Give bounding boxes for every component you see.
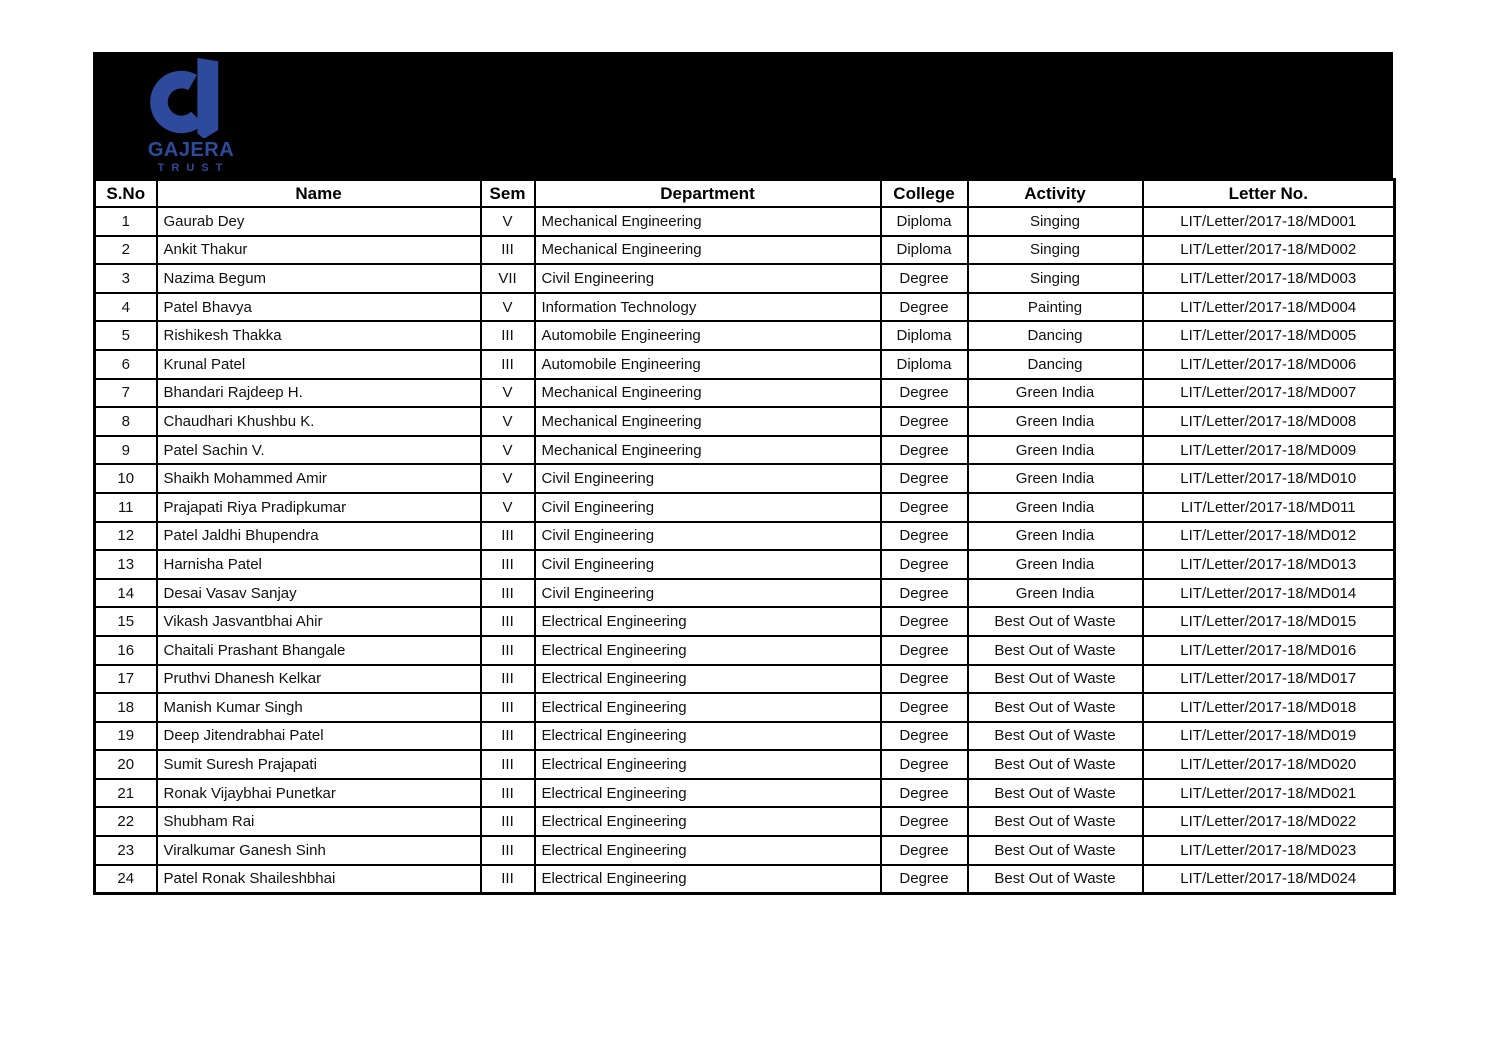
- cell-sno: 24: [95, 865, 157, 894]
- column-header-name: Name: [157, 180, 481, 208]
- cell-sno: 15: [95, 607, 157, 636]
- cell-college: Diploma: [881, 236, 968, 265]
- cell-activity: Best Out of Waste: [968, 636, 1143, 665]
- cell-sno: 20: [95, 750, 157, 779]
- cell-activity: Best Out of Waste: [968, 779, 1143, 808]
- cell-activity: Best Out of Waste: [968, 836, 1143, 865]
- cell-name: Rishikesh Thakka: [157, 321, 481, 350]
- cell-name: Prajapati Riya Pradipkumar: [157, 493, 481, 522]
- cell-letter_no: LIT/Letter/2017-18/MD022: [1143, 807, 1395, 836]
- cell-sno: 4: [95, 293, 157, 322]
- cell-name: Harnisha Patel: [157, 550, 481, 579]
- cell-department: Civil Engineering: [535, 264, 881, 293]
- cell-name: Patel Ronak Shaileshbhai: [157, 865, 481, 894]
- cell-college: Degree: [881, 579, 968, 608]
- cell-college: Degree: [881, 493, 968, 522]
- table-row: [95, 522, 1395, 551]
- table-row: [95, 264, 1395, 293]
- cell-letter_no: LIT/Letter/2017-18/MD021: [1143, 779, 1395, 808]
- table-row: [95, 807, 1395, 836]
- cell-letter_no: LIT/Letter/2017-18/MD003: [1143, 264, 1395, 293]
- column-header-department: Department: [535, 180, 881, 208]
- cell-activity: Green India: [968, 493, 1143, 522]
- cell-name: Gaurab Dey: [157, 207, 481, 236]
- table-row: [95, 493, 1395, 522]
- cell-letter_no: LIT/Letter/2017-18/MD007: [1143, 379, 1395, 408]
- cell-name: Krunal Patel: [157, 350, 481, 379]
- cell-department: Civil Engineering: [535, 579, 881, 608]
- cell-department: Automobile Engineering: [535, 350, 881, 379]
- cell-department: Mechanical Engineering: [535, 436, 881, 465]
- cell-college: Diploma: [881, 207, 968, 236]
- cell-department: Civil Engineering: [535, 464, 881, 493]
- cell-activity: Green India: [968, 436, 1143, 465]
- cell-activity: Painting: [968, 293, 1143, 322]
- cell-college: Degree: [881, 379, 968, 408]
- cell-sem: III: [481, 236, 535, 265]
- cell-college: Degree: [881, 293, 968, 322]
- table-row: [95, 750, 1395, 779]
- cell-sem: V: [481, 379, 535, 408]
- cell-sem: III: [481, 321, 535, 350]
- cell-department: Electrical Engineering: [535, 807, 881, 836]
- table-header-row: [95, 180, 1395, 208]
- cell-sem: V: [481, 464, 535, 493]
- cell-department: Mechanical Engineering: [535, 236, 881, 265]
- cell-name: Patel Sachin V.: [157, 436, 481, 465]
- table-row: [95, 579, 1395, 608]
- table-row: [95, 321, 1395, 350]
- cell-letter_no: LIT/Letter/2017-18/MD006: [1143, 350, 1395, 379]
- table-row: [95, 436, 1395, 465]
- column-header-letter_no: Letter No.: [1143, 180, 1395, 208]
- cell-sno: 22: [95, 807, 157, 836]
- cell-sno: 1: [95, 207, 157, 236]
- cell-name: Shubham Rai: [157, 807, 481, 836]
- cell-college: Degree: [881, 750, 968, 779]
- cell-activity: Best Out of Waste: [968, 607, 1143, 636]
- cell-activity: Dancing: [968, 350, 1143, 379]
- cell-sem: V: [481, 207, 535, 236]
- cell-sno: 10: [95, 464, 157, 493]
- cell-letter_no: LIT/Letter/2017-18/MD012: [1143, 522, 1395, 551]
- cell-college: Degree: [881, 550, 968, 579]
- cell-sno: 12: [95, 522, 157, 551]
- cell-sem: III: [481, 722, 535, 751]
- cell-activity: Green India: [968, 579, 1143, 608]
- cell-sno: 23: [95, 836, 157, 865]
- cell-sem: V: [481, 436, 535, 465]
- cell-sno: 2: [95, 236, 157, 265]
- cell-sno: 3: [95, 264, 157, 293]
- column-header-sno: S.No: [95, 180, 157, 208]
- cell-college: Degree: [881, 522, 968, 551]
- cell-department: Automobile Engineering: [535, 321, 881, 350]
- cell-sno: 11: [95, 493, 157, 522]
- cell-name: Manish Kumar Singh: [157, 693, 481, 722]
- cell-sno: 5: [95, 321, 157, 350]
- cell-name: Chaudhari Khushbu K.: [157, 407, 481, 436]
- logo-subtitle: TRUST: [157, 162, 230, 174]
- cell-letter_no: LIT/Letter/2017-18/MD015: [1143, 607, 1395, 636]
- table-row: [95, 379, 1395, 408]
- cell-college: Degree: [881, 407, 968, 436]
- cell-college: Degree: [881, 264, 968, 293]
- cell-name: Chaitali Prashant Bhangale: [157, 636, 481, 665]
- cell-name: Patel Jaldhi Bhupendra: [157, 522, 481, 551]
- cell-college: Degree: [881, 865, 968, 894]
- cell-sno: 8: [95, 407, 157, 436]
- cell-name: Patel Bhavya: [157, 293, 481, 322]
- cell-department: Civil Engineering: [535, 550, 881, 579]
- cell-college: Degree: [881, 436, 968, 465]
- cell-sno: 13: [95, 550, 157, 579]
- cell-sem: V: [481, 493, 535, 522]
- table-row: [95, 836, 1395, 865]
- cell-sno: 19: [95, 722, 157, 751]
- cell-activity: Green India: [968, 464, 1143, 493]
- column-header-college: College: [881, 180, 968, 208]
- cell-activity: Singing: [968, 207, 1143, 236]
- cell-letter_no: LIT/Letter/2017-18/MD018: [1143, 693, 1395, 722]
- table-row: [95, 236, 1395, 265]
- cell-department: Electrical Engineering: [535, 722, 881, 751]
- cell-letter_no: LIT/Letter/2017-18/MD008: [1143, 407, 1395, 436]
- cell-sem: III: [481, 836, 535, 865]
- cell-sem: III: [481, 665, 535, 694]
- cell-college: Degree: [881, 607, 968, 636]
- cell-name: Desai Vasav Sanjay: [157, 579, 481, 608]
- cell-letter_no: LIT/Letter/2017-18/MD005: [1143, 321, 1395, 350]
- cell-department: Mechanical Engineering: [535, 207, 881, 236]
- cell-sem: III: [481, 693, 535, 722]
- cell-sem: III: [481, 522, 535, 551]
- cell-sem: V: [481, 293, 535, 322]
- cell-letter_no: LIT/Letter/2017-18/MD013: [1143, 550, 1395, 579]
- cell-department: Electrical Engineering: [535, 693, 881, 722]
- header-banner: [93, 52, 1393, 178]
- cell-letter_no: LIT/Letter/2017-18/MD011: [1143, 493, 1395, 522]
- gajera-trust-logo: [141, 58, 241, 174]
- table-row: [95, 407, 1395, 436]
- cell-department: Electrical Engineering: [535, 665, 881, 694]
- cell-sem: III: [481, 865, 535, 894]
- cell-college: Degree: [881, 807, 968, 836]
- cell-letter_no: LIT/Letter/2017-18/MD010: [1143, 464, 1395, 493]
- cell-name: Ronak Vijaybhai Punetkar: [157, 779, 481, 808]
- logo-title: GAJERA: [147, 139, 235, 161]
- cell-department: Mechanical Engineering: [535, 379, 881, 408]
- cell-department: Electrical Engineering: [535, 750, 881, 779]
- cell-department: Mechanical Engineering: [535, 407, 881, 436]
- cell-activity: Best Out of Waste: [968, 722, 1143, 751]
- cell-activity: Dancing: [968, 321, 1143, 350]
- cell-department: Electrical Engineering: [535, 865, 881, 894]
- gajera-logo-a-icon: [149, 58, 233, 138]
- cell-sno: 7: [95, 379, 157, 408]
- cell-letter_no: LIT/Letter/2017-18/MD004: [1143, 293, 1395, 322]
- cell-name: Pruthvi Dhanesh Kelkar: [157, 665, 481, 694]
- table-row: [95, 693, 1395, 722]
- cell-department: Electrical Engineering: [535, 779, 881, 808]
- cell-name: Shaikh Mohammed Amir: [157, 464, 481, 493]
- cell-sno: 9: [95, 436, 157, 465]
- cell-college: Degree: [881, 836, 968, 865]
- cell-activity: Singing: [968, 236, 1143, 265]
- cell-sno: 14: [95, 579, 157, 608]
- cell-activity: Green India: [968, 379, 1143, 408]
- cell-sno: 17: [95, 665, 157, 694]
- cell-college: Degree: [881, 464, 968, 493]
- cell-activity: Best Out of Waste: [968, 665, 1143, 694]
- cell-college: Diploma: [881, 350, 968, 379]
- cell-activity: Best Out of Waste: [968, 693, 1143, 722]
- table-row: [95, 865, 1395, 894]
- cell-sem: III: [481, 807, 535, 836]
- column-header-sem: Sem: [481, 180, 535, 208]
- table-row: [95, 207, 1395, 236]
- table-row: [95, 607, 1395, 636]
- table-row: [95, 293, 1395, 322]
- cell-letter_no: LIT/Letter/2017-18/MD014: [1143, 579, 1395, 608]
- table-row: [95, 779, 1395, 808]
- cell-department: Information Technology: [535, 293, 881, 322]
- cell-activity: Best Out of Waste: [968, 750, 1143, 779]
- cell-department: Electrical Engineering: [535, 636, 881, 665]
- cell-letter_no: LIT/Letter/2017-18/MD020: [1143, 750, 1395, 779]
- table-row: [95, 350, 1395, 379]
- cell-department: Civil Engineering: [535, 493, 881, 522]
- cell-department: Civil Engineering: [535, 522, 881, 551]
- cell-activity: Best Out of Waste: [968, 865, 1143, 894]
- cell-college: Diploma: [881, 321, 968, 350]
- cell-sem: III: [481, 607, 535, 636]
- cell-letter_no: LIT/Letter/2017-18/MD019: [1143, 722, 1395, 751]
- cell-sno: 21: [95, 779, 157, 808]
- cell-sem: III: [481, 350, 535, 379]
- column-header-activity: Activity: [968, 180, 1143, 208]
- cell-activity: Singing: [968, 264, 1143, 293]
- cell-college: Degree: [881, 693, 968, 722]
- cell-letter_no: LIT/Letter/2017-18/MD024: [1143, 865, 1395, 894]
- cell-college: Degree: [881, 779, 968, 808]
- cell-sno: 18: [95, 693, 157, 722]
- cell-sno: 6: [95, 350, 157, 379]
- cell-letter_no: LIT/Letter/2017-18/MD001: [1143, 207, 1395, 236]
- cell-name: Vikash Jasvantbhai Ahir: [157, 607, 481, 636]
- cell-letter_no: LIT/Letter/2017-18/MD002: [1143, 236, 1395, 265]
- cell-name: Nazima Begum: [157, 264, 481, 293]
- cell-name: Bhandari Rajdeep H.: [157, 379, 481, 408]
- cell-department: Electrical Engineering: [535, 607, 881, 636]
- cell-sem: III: [481, 550, 535, 579]
- cell-sno: 16: [95, 636, 157, 665]
- cell-letter_no: LIT/Letter/2017-18/MD023: [1143, 836, 1395, 865]
- cell-activity: Green India: [968, 550, 1143, 579]
- cell-activity: Best Out of Waste: [968, 807, 1143, 836]
- cell-sem: III: [481, 579, 535, 608]
- table-row: [95, 464, 1395, 493]
- cell-college: Degree: [881, 636, 968, 665]
- cell-name: Ankit Thakur: [157, 236, 481, 265]
- cell-activity: Green India: [968, 407, 1143, 436]
- cell-sem: VII: [481, 264, 535, 293]
- table-row: [95, 722, 1395, 751]
- cell-sem: V: [481, 407, 535, 436]
- cell-letter_no: LIT/Letter/2017-18/MD009: [1143, 436, 1395, 465]
- table-row: [95, 636, 1395, 665]
- table-row: [95, 665, 1395, 694]
- cell-letter_no: LIT/Letter/2017-18/MD016: [1143, 636, 1395, 665]
- cell-sem: III: [481, 636, 535, 665]
- cell-name: Viralkumar Ganesh Sinh: [157, 836, 481, 865]
- cell-name: Sumit Suresh Prajapati: [157, 750, 481, 779]
- cell-college: Degree: [881, 722, 968, 751]
- cell-activity: Green India: [968, 522, 1143, 551]
- cell-letter_no: LIT/Letter/2017-18/MD017: [1143, 665, 1395, 694]
- cell-sem: III: [481, 779, 535, 808]
- cell-college: Degree: [881, 665, 968, 694]
- table-row: [95, 550, 1395, 579]
- cell-department: Electrical Engineering: [535, 836, 881, 865]
- students-table: [93, 178, 1396, 895]
- cell-sem: III: [481, 750, 535, 779]
- cell-name: Deep Jitendrabhai Patel: [157, 722, 481, 751]
